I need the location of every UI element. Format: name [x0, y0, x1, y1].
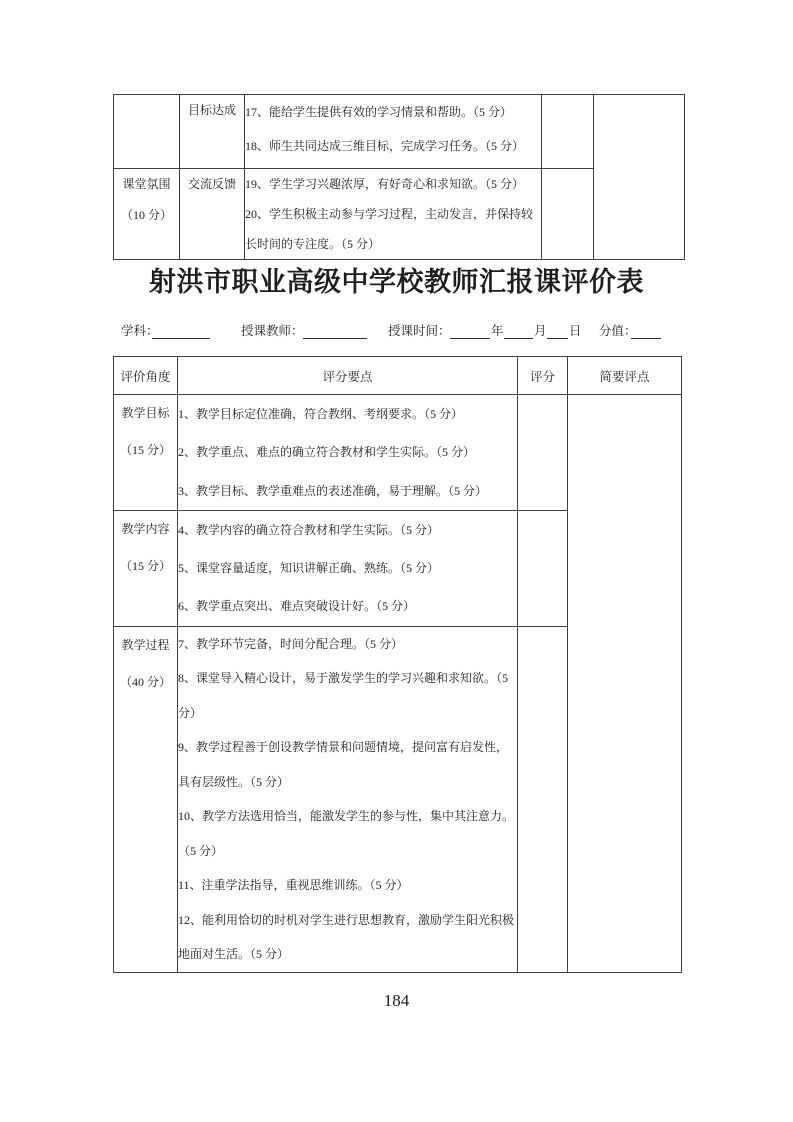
- header-angle-cell: 评价角度: [114, 357, 178, 395]
- criteria-item: 2、教学重点、难点的确立符合教材和学生实际。（5 分）: [178, 445, 476, 460]
- criteria-item: 6、教学重点突出、难点突破设计好。（5 分）: [178, 599, 416, 614]
- score-label: 分值：: [599, 324, 637, 338]
- criteria-item: 8、课堂导入精心设计，易于激发学生的学习兴趣和求知欲。（5 分）: [178, 671, 509, 720]
- day-label: 日: [569, 324, 582, 338]
- criteria-item: 3、教学目标、教学重难点的表述准确，易于理解。（5 分）: [178, 483, 488, 498]
- group-cell: [114, 169, 180, 260]
- score-cell: [542, 169, 594, 260]
- score-cell: [518, 395, 568, 511]
- criteria-item: 19、学生学习兴趣浓厚，有好奇心和求知欲。（5 分）: [245, 177, 525, 191]
- form-info-line: [0, 324, 793, 340]
- criteria-item: 1、教学目标定位准确，符合教纲、考纲要求。（5 分）: [178, 407, 464, 421]
- subcategory-label: 目标达成: [187, 103, 236, 117]
- comment-cell: [594, 95, 685, 260]
- group-score-label: （10 分）: [120, 208, 172, 222]
- table-row: [114, 95, 685, 169]
- year-label: 年: [491, 324, 504, 338]
- criteria-item: 10、教学方法选用恰当，能激发学生的参与性，集中其注意力。（5 分）: [178, 809, 515, 858]
- criteria-cell: [178, 395, 518, 511]
- header-score-cell: 评分: [518, 357, 568, 395]
- category-cell: [114, 395, 178, 511]
- criteria-item: 17、能给学生提供有效的学习情景和帮助。（5 分）: [245, 105, 513, 119]
- evaluation-table: [113, 356, 682, 973]
- score-cell: [518, 510, 568, 626]
- time-label: 授课时间：: [388, 324, 451, 338]
- category-label: 教学目标: [121, 406, 170, 420]
- group-label: 课堂氛围: [122, 177, 171, 191]
- score-cell: [518, 626, 568, 972]
- criteria-item: 18、师生共同达成三维目标，完成学习任务。（5 分）: [245, 139, 525, 153]
- score-blank-line: [631, 324, 661, 339]
- category-label: 教学内容: [121, 521, 170, 536]
- header-points-cell: 评分要点: [178, 357, 518, 395]
- teacher-label: 授课教师：: [241, 324, 304, 338]
- category-score-label: （15 分）: [119, 443, 171, 457]
- criteria-cell: [178, 510, 518, 626]
- subcategory-cell: [180, 169, 245, 260]
- criteria-item: 11、注重学法指导，重视思维训练。（5 分）: [178, 878, 409, 893]
- criteria-item: 20、学生积极主动参与学习过程，主动发言，并保持较长时间的专注度。（5 分）: [245, 207, 534, 251]
- criteria-item: 9、教学过程善于创设教学情景和问题情境，提问富有启发性，具有层级性。（5 分）: [178, 740, 509, 789]
- category-cell: [114, 510, 178, 626]
- day-blank-line: [547, 324, 568, 339]
- page-number: 184: [383, 991, 410, 1010]
- month-blank-line: [504, 324, 533, 339]
- category-score-label: （40 分）: [119, 674, 171, 689]
- page-title: 射洪市职业高级中学校教师汇报课评价表: [149, 267, 644, 297]
- criteria-cell: [245, 95, 542, 169]
- month-label: 月: [534, 324, 547, 338]
- criteria-item: 7、教学环节完备，时间分配合理。（5 分）: [178, 636, 404, 651]
- table-row: [114, 395, 682, 511]
- criteria-item: 4、教学内容的确立符合教材和学生实际。（5 分）: [178, 522, 440, 537]
- comment-cell: [568, 395, 682, 973]
- teacher-blank-line: [303, 324, 367, 339]
- group-cell-empty: [114, 95, 180, 169]
- score-cell: [542, 95, 594, 169]
- criteria-item: 12、能利用恰切的时机对学生进行思想教育，激励学生阳光积极地面对生活。（5 分）: [178, 912, 515, 962]
- subcategory-cell: [180, 95, 245, 169]
- header-comment-cell: 简要评点: [568, 357, 682, 395]
- subject-blank-line: [152, 324, 210, 339]
- category-label: 教学过程: [121, 637, 170, 652]
- previous-page-evaluation-table: [113, 94, 685, 260]
- table-header-row: [114, 357, 682, 395]
- category-cell: [114, 626, 178, 972]
- subject-label: 学科：: [121, 324, 159, 338]
- criteria-cell: [178, 626, 518, 972]
- subcategory-label: 交流反馈: [187, 177, 236, 191]
- criteria-item: 5、课堂容量适度，知识讲解正确、熟练。（5 分）: [178, 561, 440, 576]
- year-blank-line: [450, 324, 490, 339]
- criteria-cell: [245, 169, 542, 260]
- category-score-label: （15 分）: [119, 558, 171, 573]
